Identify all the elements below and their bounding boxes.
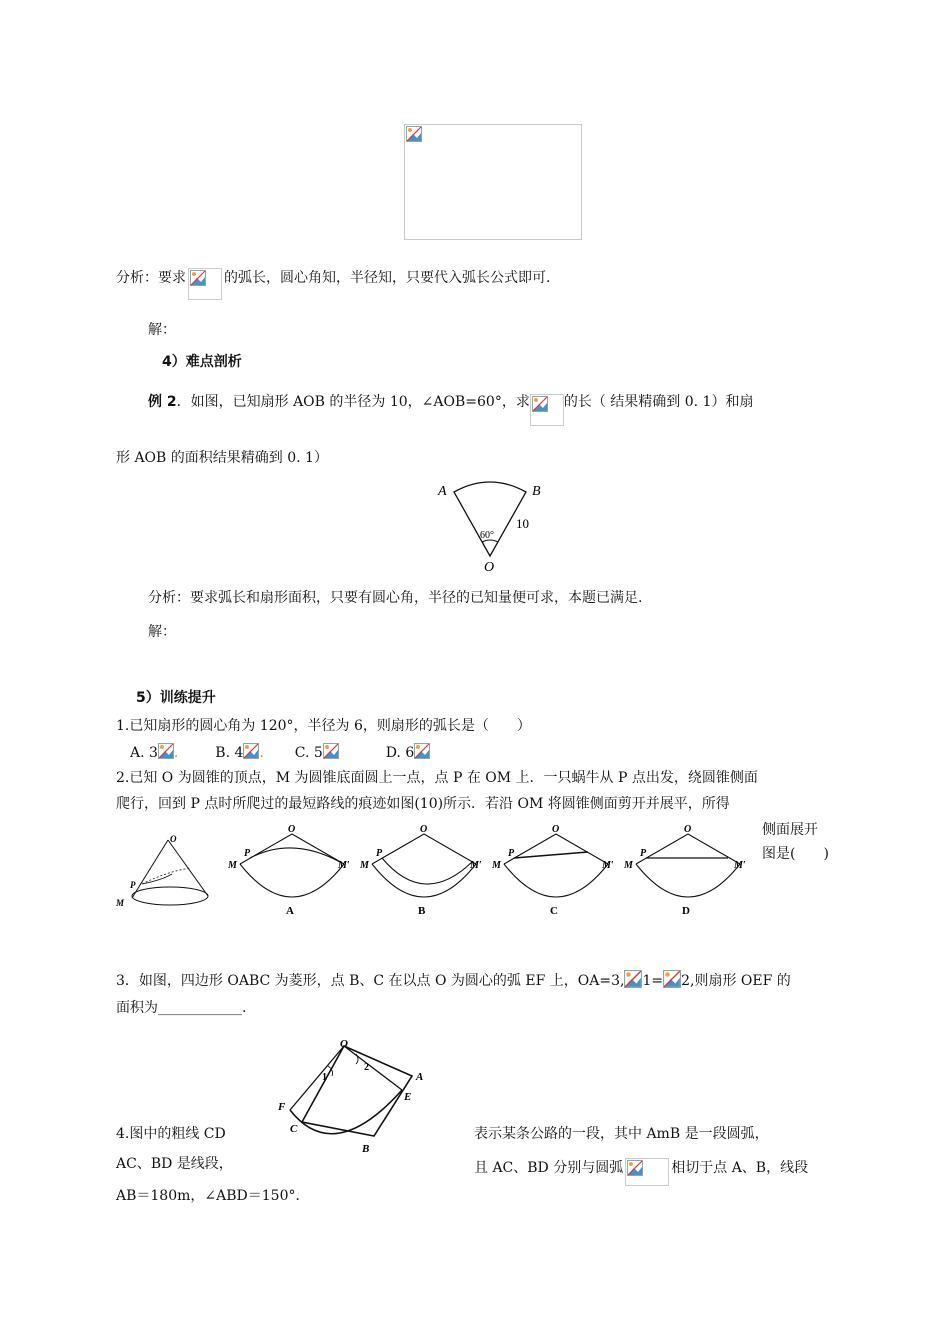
A-letter: A xyxy=(286,905,294,917)
fig-label-2: 2 xyxy=(364,1062,369,1073)
q1-option-a-text: A. 3 xyxy=(130,745,158,761)
q3-line1 xyxy=(116,970,791,991)
cone-label-P: P xyxy=(130,880,136,890)
q1-option-d-text: D. 6 xyxy=(385,745,415,761)
section-5-heading: 5）训练提升 xyxy=(136,690,216,706)
q4-line3: AB＝180m，∠ABD＝150°． xyxy=(116,1188,310,1204)
broken-image-icon xyxy=(532,396,548,412)
analysis-1-pre: 分析：要求 xyxy=(116,270,186,286)
q1-option-b[interactable] xyxy=(215,745,264,761)
fig-label-F: F xyxy=(278,1101,286,1113)
analysis-1-post: 的弧长，圆心角知，半径知，只要代入弧长公式即可. xyxy=(224,270,551,286)
example-2-text-a: ．如图，已知扇形 AOB 的半径为 10，∠AOB=60°，求 xyxy=(176,394,530,410)
q1-options xyxy=(130,743,430,763)
arc-ab-image xyxy=(530,394,564,426)
A-label-M2: M′ xyxy=(338,860,350,871)
cone-label-M: M xyxy=(116,898,125,908)
figure-placeholder xyxy=(404,124,582,240)
q4-text-c: 相切于点 A、B，线段 xyxy=(671,1160,809,1176)
q1-option-b-text: B. 4 xyxy=(215,745,244,761)
sector-figure xyxy=(430,478,560,574)
q4-line1-a: 4.图中的粗线 CD xyxy=(116,1126,226,1142)
label-A: A xyxy=(438,484,447,499)
broken-image-icon xyxy=(627,1160,643,1176)
A-label-P: P xyxy=(244,848,251,859)
q2-line4: 图是( ) xyxy=(762,846,829,862)
q2-option-B[interactable] xyxy=(359,824,482,917)
q1-option-d[interactable] xyxy=(386,745,431,761)
broken-image-icon xyxy=(406,126,422,142)
q4-line2-a: AC、BD 是线段， xyxy=(116,1156,233,1172)
D-label-O: O xyxy=(684,824,692,835)
B-letter: B xyxy=(418,905,426,917)
q4-text-b: 且 AC、BD 分别与圆弧 xyxy=(474,1160,624,1176)
q1-option-a[interactable] xyxy=(130,745,178,761)
cone-figure xyxy=(112,834,212,914)
q1-stem: 1.已知扇形的圆心角为 120°，半径为 6，则扇形的弧长是（ ） xyxy=(116,718,531,734)
label-B: B xyxy=(532,484,541,499)
C-label-O: O xyxy=(552,824,560,835)
example-2-text-b: 的长（ 结果精确到 0. 1）和扇 xyxy=(563,394,754,410)
arc-amb-image xyxy=(625,1158,669,1186)
fig-label-A: A xyxy=(416,1071,424,1083)
q1-option-a-dot: . xyxy=(173,745,179,761)
broken-image-icon xyxy=(190,270,206,286)
q3-text-b: 1= xyxy=(642,973,664,989)
label-O: O xyxy=(484,560,495,574)
pi-image-icon xyxy=(158,743,174,759)
q2-line2: 爬行，回到 P 点时所爬过的最短路线的痕迹如图(10)所示．若沿 OM 将圆锥侧面剪开并展平，所得 xyxy=(116,796,730,812)
D-label-M2: M′ xyxy=(734,860,746,871)
q3-line2: 面积为____________. xyxy=(116,1000,247,1016)
solve-2: 解： xyxy=(148,624,176,640)
A-label-O: O xyxy=(288,824,296,835)
fig-label-1: 1 xyxy=(322,1072,327,1083)
C-label-M: M xyxy=(492,860,501,871)
pi-image-icon xyxy=(323,743,339,759)
section-4-heading: 4）难点剖析 xyxy=(162,354,242,370)
analysis-2: 分析：要求弧长和扇形面积，只要有圆心角，半径的已知量便可求，本题已满足. xyxy=(148,590,643,606)
fig-label-E: E xyxy=(404,1091,412,1103)
q2-line3: 侧面展开 xyxy=(762,822,818,838)
C-label-P: P xyxy=(508,848,515,859)
example-2-line2: 形 AOB 的面积结果精确到 0. 1） xyxy=(116,450,328,466)
C-letter: C xyxy=(550,905,558,917)
C-label-M2: M′ xyxy=(602,860,614,871)
pi-image-icon xyxy=(243,743,259,759)
q1-option-b-dot: . xyxy=(259,745,264,761)
q4-line2 xyxy=(474,1154,808,1182)
fig-label-C: C xyxy=(290,1123,298,1135)
B-label-O: O xyxy=(420,824,428,835)
rhombus-figure xyxy=(274,1040,434,1158)
D-label-M: M xyxy=(624,860,633,871)
q2-option-D[interactable] xyxy=(623,824,746,917)
B-label-M: M xyxy=(360,860,369,871)
q2-option-C[interactable] xyxy=(491,824,614,917)
fig-label-O: O xyxy=(340,1040,348,1050)
label-radius: 10 xyxy=(516,516,529,531)
example-2-line1 xyxy=(148,386,753,418)
D-label-P: P xyxy=(640,848,647,859)
B-label-M2: M′ xyxy=(470,860,482,871)
q3-text-c: 2,则扇形 OEF 的 xyxy=(681,973,791,989)
q2-options-figure xyxy=(228,820,748,920)
q3-text-a: 3．如图，四边形 OABC 为菱形，点 B、C 在以点 O 为圆心的弧 EF 上，OA=3, xyxy=(116,973,625,989)
B-label-P: P xyxy=(376,848,383,859)
q2-option-A[interactable] xyxy=(228,824,350,917)
q1-option-c-text: C. 5 xyxy=(294,745,323,761)
angle-image-icon xyxy=(624,970,642,988)
q4-line1-b: 表示某条公路的一段，其中 AmB 是一段圆弧， xyxy=(474,1126,769,1142)
example-2-label: 例 2 xyxy=(148,394,177,410)
q2-line1: 2.已知 O 为圆锥的顶点，M 为圆锥底面圆上一点，点 P 在 OM 上．一只蜗牛从 P 点出发，绕圆锥侧面 xyxy=(116,770,758,786)
label-angle: 60° xyxy=(480,530,494,541)
q1-option-c[interactable] xyxy=(295,745,339,761)
angle-image-icon xyxy=(663,970,681,988)
cone-label-O: O xyxy=(170,834,177,844)
arc-formula-image xyxy=(188,268,222,300)
D-letter: D xyxy=(682,905,690,917)
pi-image-icon xyxy=(414,743,430,759)
analysis-1 xyxy=(116,262,550,294)
solve-1: 解： xyxy=(148,322,176,338)
A-label-M: M xyxy=(228,860,237,871)
fig-label-B: B xyxy=(362,1143,370,1155)
